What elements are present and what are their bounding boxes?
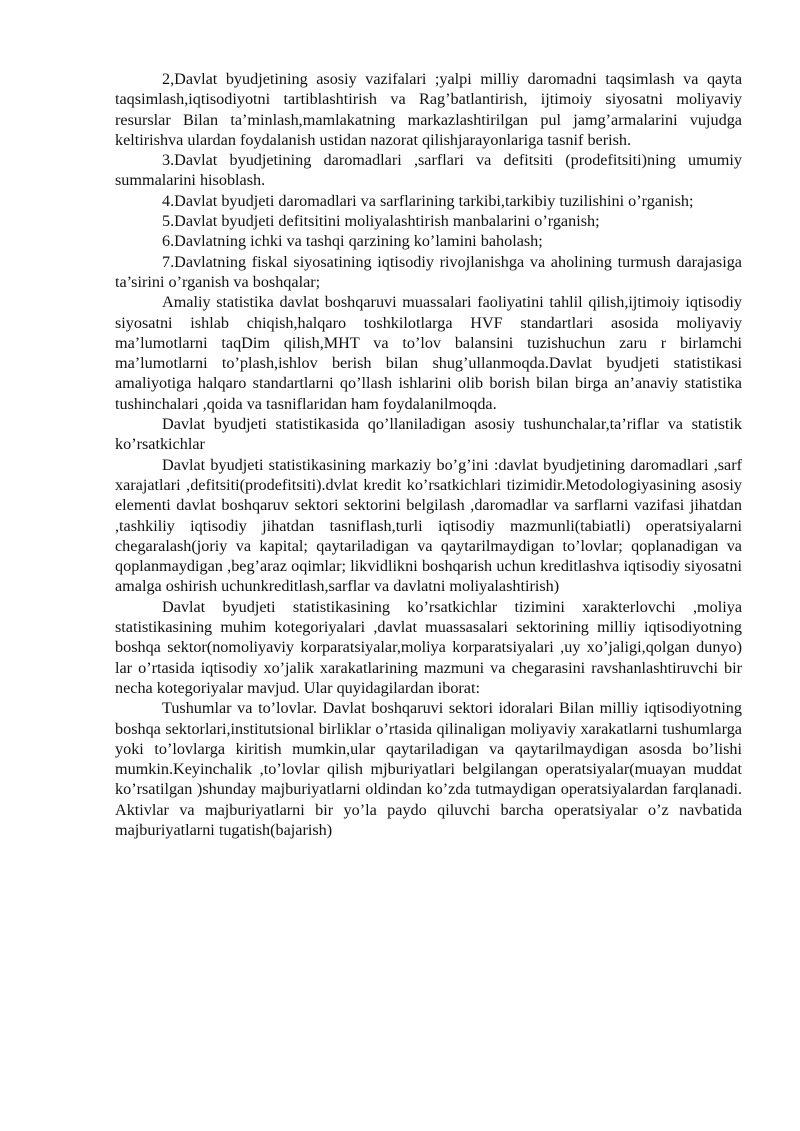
paragraph-budget-totals: 3.Davlat byudjetining daromadlari ,sarflari va defitsiti (prodefitsiti)ning umumiy summalarini hisoblash. bbox=[115, 151, 742, 190]
paragraph-debt-assessment: 6.Davlatning ichki va tashqi qarzining ko’lamini baholash; bbox=[162, 232, 543, 251]
paragraph-categories: Davlat byudjeti statistikasining ko’rsatkichlar tizimini xarakterlovchi ,moliya statistikasining muhim kotegoriyalari ,davlat muassasalari sektorining milliy iqtisodiyotning boshqa sektor(nomoliyaviy korparatsiyalar,moliya korparatsiyalari ,uy xo’jaligi,qolgan dunyo) lar o’rtasida iqtisodiy xo’jalik xarakatlarining mazmuni va chegarasini ravshanlashtiruvchi bir necha kotegoriyalar mavjud. Ular quyidagilardan iborat: bbox=[115, 597, 742, 697]
document-page bbox=[115, 69, 742, 840]
paragraph-deficit-financing: 5.Davlat byudjeti defitsitini moliyalashtirish manbalarini o’rganish; bbox=[162, 212, 600, 231]
paragraph-receipts-payments: Tushumlar va to’lovlar. Davlat boshqaruvi sektori idoralari Bilan milliy iqtisodiyotning boshqa sektorlari,institutsional birliklar o’rtasida qilinaligan moliyaviy xarakatlarni tushumlarga yoki to’lovlarga kiritish mumkin,ular qaytariladigan va qaytarilmaydigan asosda bo’lishi mumkin.Keyinchalik ,to’lovlar qilish mjburiyatlari belgilangan operatsiyalar(muayan muddat ko’rsatilgan )shunday majburiyatlarni oldindan ko’zda tutmaydigan operatsiyalardan farqlanadi. Aktivlar va majburiyatlarni bir yo’la paydo qiluvchi barcha operatsiyalar o’z navbatida majburiyatlarni tugatish(bajarish) bbox=[115, 699, 742, 839]
paragraph-budget-structure: 4.Davlat byudjeti daromadlari va sarflarining tarkibi,tarkibiy tuzilishini o’rganish; bbox=[162, 191, 694, 210]
paragraph-section-heading: Davlat byudjeti statistikasida qo’llaniladigan asosiy tushunchalar,ta’riflar va statistik ko’rsatkichlar bbox=[115, 415, 742, 454]
paragraph-applied-statistics: Amaliy statistika davlat boshqaruvi muassalari faoliyatini tahlil qilish,ijtimoiy iqtisodiy siyosatni ishlab chiqish,halqaro toshkilotlarga HVF standartlari asosida moliyaviy ma’lumotlarni taqDim qilish,MHT va to’lov balansini tuzishuchun zaru r birlamchi ma’lumotlarni to’plash,ishlov berish bilan shug’ullanmoqda.Davlat byudjeti statistikasi amaliyotiga halqaro standartlarni qo’llash ishlarini olib borish bilan birga an’anaviy statistika tushinchalari ,qoida va tasniflaridan ham foydalanilmoqda. bbox=[115, 293, 742, 413]
paragraph-central-link: Davlat byudjeti statistikasining markaziy bo’g’ini :davlat byudjetining daromadlari ,sarf xarajatlari ,defitsiti(prodefitsiti).dvlat kredit ko’rsatkichlari tizimidir.Metodologiyasining asosiy elementi davlat boshqaruv sektori sektorini belgilash ,daromadlar va sarflarni vazifasi jihatdan ,tashkiliy iqtisodiy jihatdan tasniflash,turli iqtisodiy mazmunli(tabiatli) operatsiyalarni chegaralash(joriy va kapital; qaytariladigan va qaytarilmaydigan to’lovlar; qoplanadigan va qoplanmaydigan ,beg’araz oqimlar; likvidlikni boshqarish uchun kreditlashva iqtisodiy siyosatni amalga oshirish uchunkreditlash,sarflar va davlatni moliyalashtirish) bbox=[115, 455, 742, 596]
paragraph-budget-functions: 2,Davlat byudjetining asosiy vazifalari ;yalpi milliy daromadni taqsimlash va qayta taqsimlash,iqtisodiyotni tartiblashtirish va Rag’batlantirish, ijtimoiy siyosatni moliyaviy resurslar Bilan ta’minlash,mamlakatning markazlashtirilgan pul jamg’armalarini vujudga keltirishva ulardan foydalanish ustidan nazorat qilishjarayonlariga tasnif berish. bbox=[115, 70, 742, 149]
paragraph-fiscal-policy: 7.Davlatning fiskal siyosatining iqtisodiy rivojlanishga va aholining turmush darajasiga ta’sirini o’rganish va boshqalar; bbox=[115, 252, 742, 291]
